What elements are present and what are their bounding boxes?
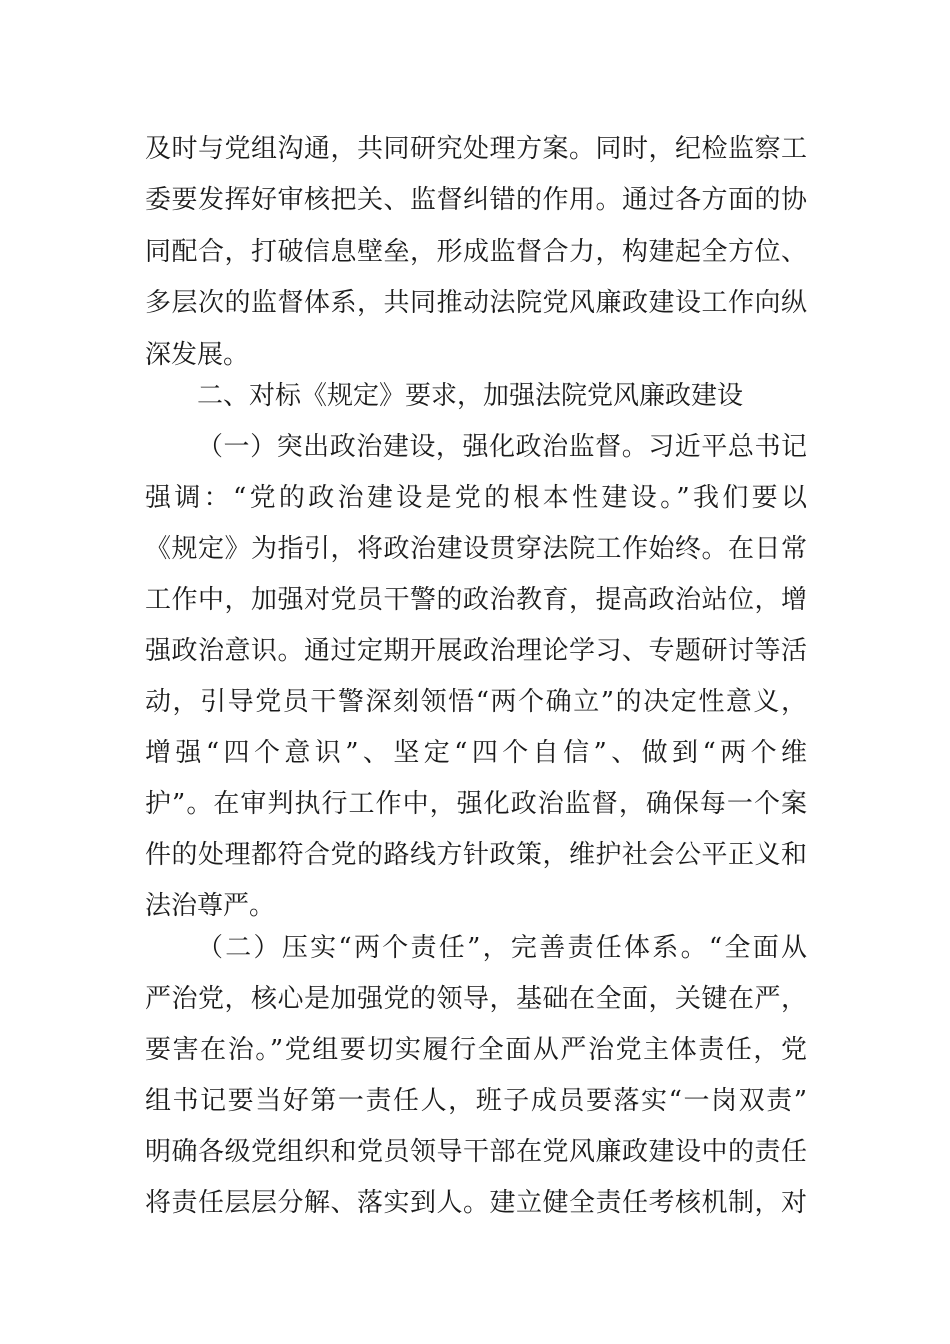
text-line: 及时与党组沟通，共同研究处理方案。同时，纪检监察工: [145, 134, 807, 164]
text-line: 多层次的监督体系，共同推动法院党风廉政建设工作向纵: [145, 288, 807, 318]
text-line: 动，引导党员干警深刻领悟“两个确立”的决定性意义，: [145, 687, 807, 717]
text-line: 同配合，打破信息壁垒，形成监督合力，构建起全方位、: [145, 237, 807, 267]
text-line: 增强“四个意识”、坚定“四个自信”、做到“两个维: [145, 738, 807, 768]
text-line: 工作中，加强对党员干警的政治教育，提高政治站位，增: [145, 585, 807, 615]
text-line: 组书记要当好第一责任人，班子成员要落实“一岗双责”: [145, 1086, 807, 1116]
text-line: 明确各级党组织和党员领导干部在党风廉政建设中的责任: [145, 1137, 807, 1167]
text-line: 委要发挥好审核把关、监督纠错的作用。通过各方面的协: [145, 185, 807, 215]
text-line: 护”。在审判执行工作中，强化政治监督，确保每一个案: [145, 789, 807, 819]
text-line: 法治尊严。: [145, 891, 276, 921]
text-line: 要害在治。”党组要切实履行全面从严治党主体责任，党: [145, 1035, 807, 1065]
subsection-heading-line: （二）压实“两个责任”，完善责任体系。“全面从: [197, 933, 807, 963]
subsection-heading-line: （一）突出政治建设，强化政治监督。习近平总书记: [197, 432, 807, 462]
text-line: 强调：“党的政治建设是党的根本性建设。”我们要以: [145, 483, 807, 513]
text-line: 将责任层层分解、落实到人。建立健全责任考核机制，对: [145, 1188, 807, 1218]
text-line: 件的处理都符合党的路线方针政策，维护社会公平正义和: [145, 840, 807, 870]
text-line: 严治党，核心是加强党的领导，基础在全面，关键在严，: [145, 984, 807, 1014]
text-line: 深发展。: [145, 340, 250, 370]
text-line: 《规定》为指引，将政治建设贯穿法院工作始终。在日常: [145, 534, 807, 564]
section-heading: 二、对标《规定》要求，加强法院党风廉政建设: [197, 381, 744, 411]
text-line: 强政治意识。通过定期开展政治理论学习、专题研讨等活: [145, 636, 807, 666]
